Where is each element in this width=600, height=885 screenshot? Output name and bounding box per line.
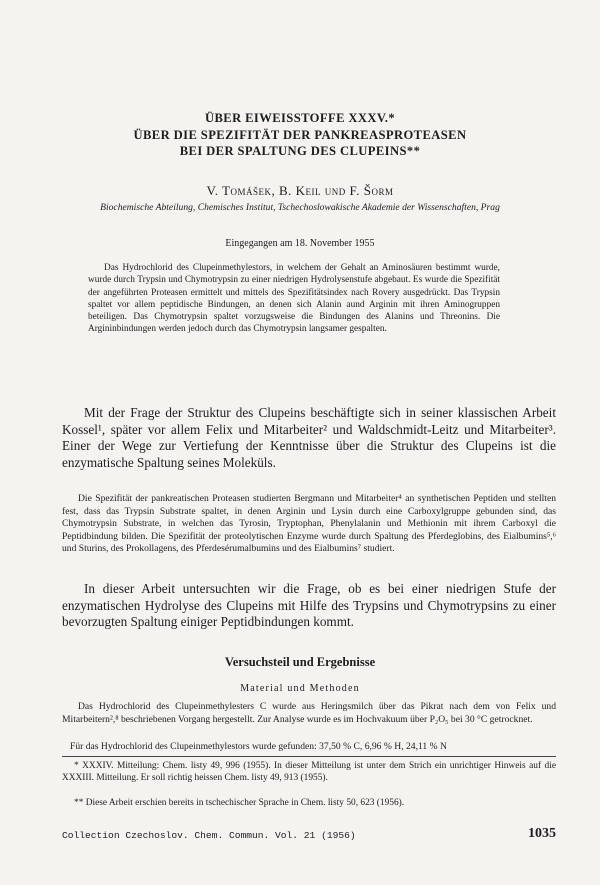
- series-title: ÜBER EIWEISSTOFFE XXXV.*: [204, 111, 396, 125]
- intro-paragraph-2: Die Spezifität der pankreatischen Proteasen studierten Bergmann und Mitarbeiter⁴ an synthetischen Peptiden und stellten fest, dass das Trypsin Substrate spaltet, in denen Arginin und Lysin durch eine Carboxylgruppe gebunden sind, das Chymotrypsin Substrate, in welchen das Tyrosin, Tryptophan, Phenylalanin und Methionin mit ihrem Carboxyl die Peptidbindung bilden. Die Spezifität der proteolytischen Enzyme wurde durch Spaltung des Pferdeglobins, des Eialbumins⁵,⁶ und Sturins, des Prokollagens, des Pferdesérumalbumins und des Eialbumins⁷ studiert.: [62, 493, 556, 555]
- journal-footer: Collection Czechoslov. Chem. Commun. Vol. 21 (1956): [62, 830, 356, 841]
- received-date: Eingegangen am 18. November 1955: [225, 238, 375, 249]
- paper-title-line-2: BEI DER SPALTUNG DES CLUPEINS**: [179, 144, 421, 158]
- abstract: Das Hydrochlorid des Clupeinmethylestors, in welchem der Gehalt an Aminosäuren bestimmt wurde, wurde durch Trypsin und Chymotrypsin zu einer niedrigen Hydrolysenstufe abgebaut. Es wurde die Spezifität der angeführten Proteasen ermittelt und mittels des Spezifitätsindex nach Rovery ausgedrückt. Das Trypsin spaltet vor allem peptidische Bindungen, an denen sich Alanin aund Arginin mit ihren Aminogruppen beteiligen. Das Chymotrypsin spaltet vorzugsweise die Bindungen des Alanins und Threonins. Die Argininbindungen werden jedoch durch das Chymotrypsin langsamer gespalten.: [88, 263, 500, 335]
- methods-paragraph-2: Für das Hydrochlorid des Clupeinmethylestors wurde gefunden: 37,50 % C, 6,96 % H, 24,11 % N: [70, 741, 447, 752]
- intro-paragraph-3: In dieser Arbeit untersuchten wir die Frage, ob es bei einer niedrigen Stufe der enzymatischen Hydrolyse des Clupeins mit Hilfe des Trypsins und Chymotrypsins zu einer bevorzugten Spaltung einiger Peptidbindungen kommt.: [62, 581, 556, 629]
- methods-paragraph-1: Das Hydrochlorid des Clupeinmethylesters C wurde aus Heringsmilch über das Pikrat nach dem von Felix und Mitarbeitern²,⁸ beschriebenen Vorgang hergestellt. Zur Analyse wurde es im Hochvakuum über P₂O₅ bei 30 °C getrocknet.: [62, 701, 556, 725]
- intro-paragraph-1: Mit der Frage der Struktur des Clupeins beschäftigte sich in seiner klassischen Arbeit Kossel¹, später vor allem Felix und Mitarbeiter² und Waldschmidt-Leitz und Mitarbeiter³. Einer der Wege zur Vertiefung der Kenntnisse über die Struktur des Clupeins ist die enzymatische Spaltung seines Moleküls.: [62, 405, 556, 470]
- footnote-1: * XXXIV. Mitteilung: Chem. listy 49, 996 (1955). In dieser Mitteilung ist unter dem Strich ein unrichtiger Hinweis auf die XXXIII. Mitteilung. Er soll richtig heissen Chem. listy 49, 913 (1955).: [62, 761, 556, 784]
- authors: [60, 183, 540, 199]
- subsection-heading: Material und Methoden: [240, 683, 360, 694]
- paper-title-line-1: ÜBER DIE SPEZIFITÄT DER PANKREASPROTEASEN: [133, 127, 467, 142]
- title-block: [60, 110, 540, 160]
- affiliation: Biochemische Abteilung, Chemisches Institut, Tschechoslowakische Akademie der Wissenschaften, Prag: [100, 202, 500, 213]
- page-number: 1035: [528, 826, 556, 841]
- author-list: V. Tomášek, B. Keil und F. Šorm: [206, 183, 394, 198]
- footnote-divider: [62, 756, 556, 757]
- section-heading: Versuchsteil und Ergebnisse: [224, 655, 376, 669]
- footnote-2: ** Diese Arbeit erschien bereits in tschechischer Sprache in Chem. listy 50, 623 (1956).: [74, 798, 405, 808]
